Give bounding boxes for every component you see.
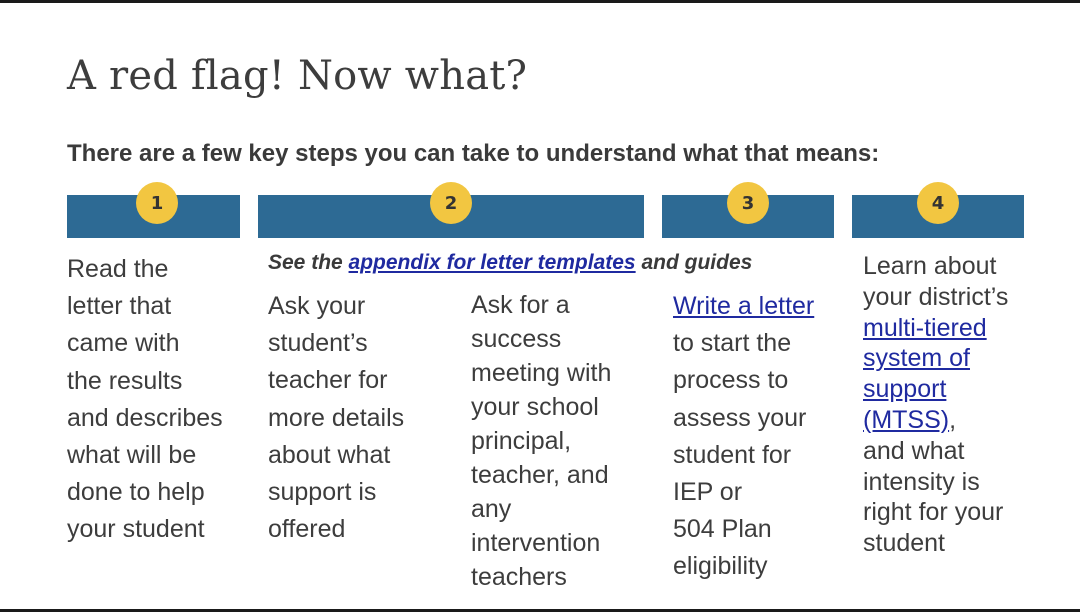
text-line: offered bbox=[268, 515, 346, 544]
text-line: student bbox=[863, 529, 946, 558]
text-line: student’s bbox=[268, 329, 368, 358]
text-line: teacher, and bbox=[471, 461, 609, 489]
text-line: eligibility bbox=[673, 552, 768, 581]
step-2b-text bbox=[471, 288, 611, 594]
step-4-badge: 4 bbox=[917, 182, 959, 224]
appendix-note-prefix: See the bbox=[268, 251, 349, 274]
slide-title: A red flag! Now what? bbox=[67, 53, 528, 99]
text-line: your student bbox=[67, 515, 205, 544]
text-line: any bbox=[471, 495, 512, 523]
text-line: your district’s bbox=[863, 282, 1009, 311]
step-2a-text bbox=[268, 288, 404, 548]
appendix-note bbox=[268, 251, 752, 275]
text-line: teacher for bbox=[268, 366, 388, 395]
text-line: support is bbox=[268, 478, 377, 507]
text-line: and what bbox=[863, 436, 965, 465]
text-line: teachers bbox=[471, 563, 567, 591]
text-line: intervention bbox=[471, 529, 601, 557]
text-line: came with bbox=[67, 329, 180, 358]
step-1-text bbox=[67, 251, 223, 549]
text-line: letter that bbox=[67, 292, 172, 321]
text-line: and describes bbox=[67, 403, 223, 432]
text-line: more details bbox=[268, 403, 405, 432]
text-line: Ask for a bbox=[471, 291, 570, 319]
text-line: to start the bbox=[673, 329, 792, 358]
text-line: Learn about bbox=[863, 252, 997, 280]
mtss-line bbox=[863, 405, 1008, 436]
text-line: principal, bbox=[471, 427, 572, 455]
step-3-badge: 3 bbox=[727, 182, 769, 224]
text-line: your school bbox=[471, 393, 599, 421]
appendix-note-suffix: and guides bbox=[635, 251, 753, 274]
write-letter-link[interactable]: Write a letter bbox=[673, 292, 815, 320]
text-line: 504 Plan bbox=[673, 515, 772, 544]
mtss-link-part[interactable]: multi-tiered bbox=[863, 313, 987, 342]
text-line: process to bbox=[673, 366, 789, 395]
text-line: right for your bbox=[863, 498, 1004, 527]
text-line: assess your bbox=[673, 403, 807, 432]
slide-subtitle: There are a few key steps you can take to understand what that means: bbox=[67, 140, 880, 167]
text-line: the results bbox=[67, 366, 183, 395]
top-border bbox=[0, 0, 1080, 3]
step-4-text bbox=[863, 251, 1008, 559]
text-line: intensity is bbox=[863, 467, 980, 496]
mtss-line bbox=[863, 313, 1008, 344]
mtss-line bbox=[863, 374, 1008, 405]
text-line: Ask your bbox=[268, 292, 366, 320]
mtss-line bbox=[863, 343, 1008, 374]
text-line: done to help bbox=[67, 478, 205, 507]
text-line: meeting with bbox=[471, 359, 612, 387]
mtss-link[interactable]: (MTSS) bbox=[863, 405, 950, 434]
mtss-link-part[interactable]: system of bbox=[863, 344, 970, 373]
step-1-badge: 1 bbox=[136, 182, 178, 224]
mtss-link-part[interactable]: support bbox=[863, 375, 947, 404]
text-line: Read the bbox=[67, 255, 169, 283]
appendix-link[interactable]: appendix for letter templates bbox=[348, 251, 636, 274]
mtss-comma: , bbox=[949, 405, 957, 434]
text-line: student for bbox=[673, 440, 792, 469]
text-line: about what bbox=[268, 440, 391, 469]
text-line: what will be bbox=[67, 441, 197, 470]
text-line: success bbox=[471, 325, 562, 353]
write-letter-line bbox=[673, 288, 814, 325]
step-3-text bbox=[673, 288, 814, 586]
step-2-badge: 2 bbox=[430, 182, 472, 224]
text-line: IEP or bbox=[673, 478, 743, 507]
